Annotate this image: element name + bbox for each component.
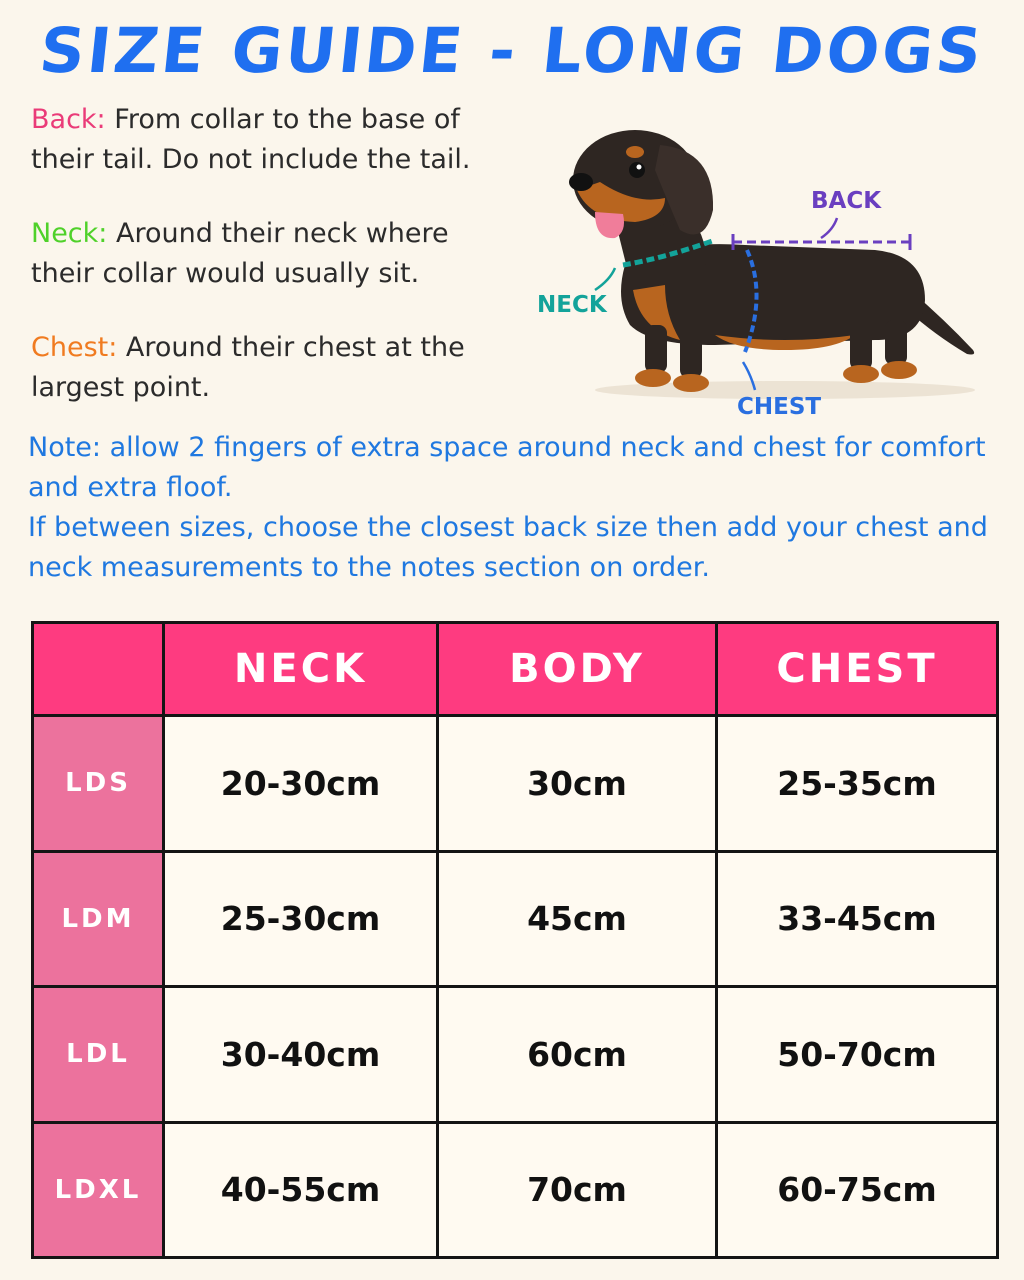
neck-value: 30-40cm	[164, 987, 438, 1123]
chest-value: 33-45cm	[717, 851, 998, 987]
neck-value: 25-30cm	[164, 851, 438, 987]
definition-chest-key: Chest:	[31, 332, 118, 363]
chest-value: 50-70cm	[717, 987, 998, 1123]
header-neck: NECK	[164, 623, 438, 716]
definition-chest-text: Around their chest at the largest point.	[31, 332, 465, 403]
definition-back	[31, 100, 511, 180]
sizing-note-line-2: If between sizes, choose the closest back size then add your chest and neck measurements to the notes section on order.	[28, 512, 988, 583]
size-label: LDM	[33, 851, 164, 987]
sizing-note	[28, 428, 1008, 588]
header-chest: CHEST	[717, 623, 998, 716]
body-value: 45cm	[438, 851, 717, 987]
measurement-definitions	[31, 100, 511, 442]
body-value: 60cm	[438, 987, 717, 1123]
table-row	[33, 716, 998, 852]
diagram-label-chest: CHEST	[737, 394, 822, 420]
definition-neck-key: Neck:	[31, 218, 108, 249]
sizing-note-line-1: Note: allow 2 fingers of extra space around neck and chest for comfort and extra floof.	[28, 432, 986, 503]
size-label: LDS	[33, 716, 164, 852]
definition-back-key: Back:	[31, 104, 106, 135]
diagram-label-neck: NECK	[537, 292, 607, 318]
size-label: LDL	[33, 987, 164, 1123]
definition-neck-text: Around their neck where their collar would usually sit.	[31, 218, 449, 289]
table-row	[33, 1122, 998, 1258]
dog-measurement-diagram	[515, 100, 995, 430]
size-label: LDXL	[33, 1122, 164, 1258]
header-corner	[33, 623, 164, 716]
table-row	[33, 987, 998, 1123]
size-table-header-row	[33, 623, 998, 716]
page-title: SIZE GUIDE - LONG DOGS	[36, 14, 988, 87]
chest-value: 25-35cm	[717, 716, 998, 852]
neck-value: 40-55cm	[164, 1122, 438, 1258]
definition-chest	[31, 328, 511, 408]
header-body: BODY	[438, 623, 717, 716]
definition-back-text: From collar to the base of their tail. Do not include the tail.	[31, 104, 471, 175]
definition-neck	[31, 214, 511, 294]
body-value: 70cm	[438, 1122, 717, 1258]
table-row	[33, 851, 998, 987]
neck-value: 20-30cm	[164, 716, 438, 852]
dachshund-illustration	[515, 100, 995, 430]
body-value: 30cm	[438, 716, 717, 852]
chest-value: 60-75cm	[717, 1122, 998, 1258]
diagram-label-back: BACK	[811, 188, 882, 214]
size-table	[31, 621, 999, 1259]
